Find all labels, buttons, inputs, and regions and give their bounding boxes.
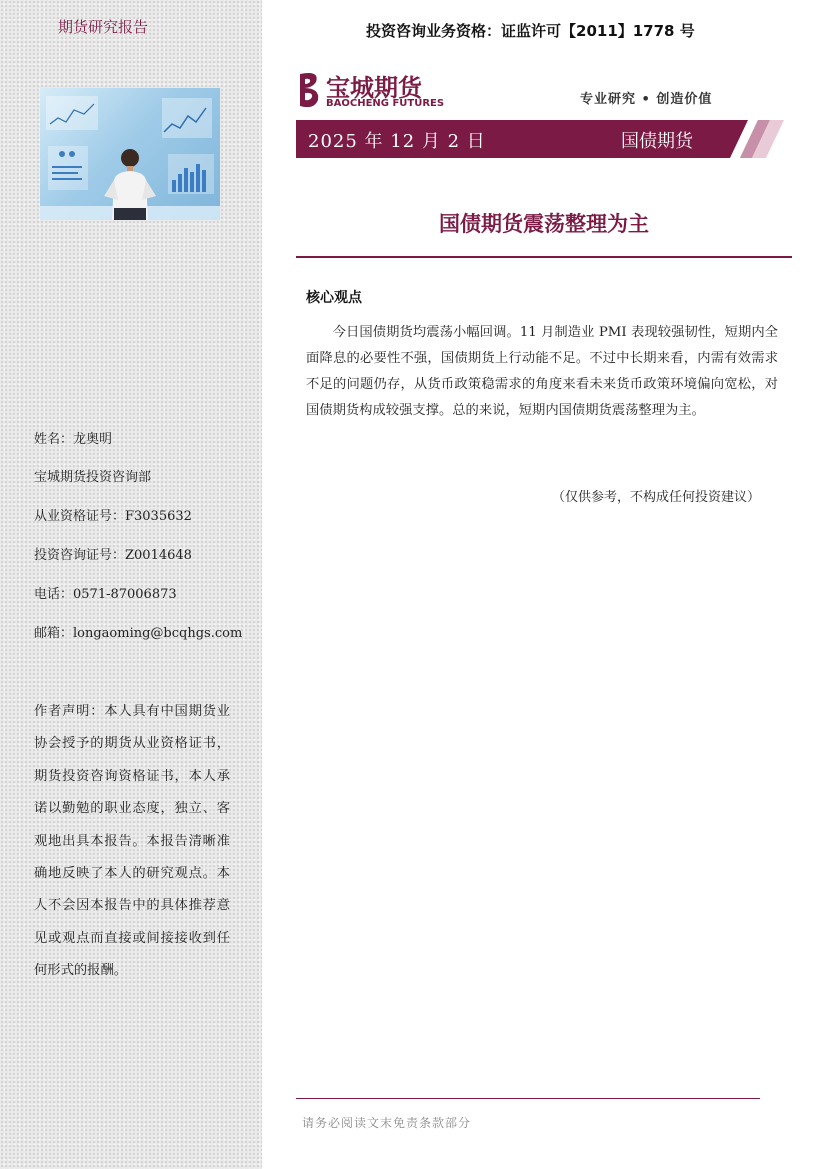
title-divider [296,256,792,258]
author-department: 宝城期货投资咨询部 [34,470,152,485]
report-category: 国债期货 [621,131,693,152]
company-name-en: BAOCHENG FUTURES [326,98,445,109]
core-viewpoint-paragraph: 今日国债期货均震荡小幅回调。11 月制造业 PMI 表现较强韧性，短期内全面降息的必要性不强，国债期货上行动能不足。不过中长期来看，内需有效需求不足的问题仍存，从货币政策稳需求的角度来看未来货币政策环境偏向宽松，对国债期货构成较强支撑。总的来说，短期内国债期货震荡整理为主。 [306,325,778,418]
author-phone: 电话：0571-87006873 [34,587,177,602]
author-name: 姓名：龙奥明 [34,432,113,447]
footer-divider [296,1098,760,1099]
report-type-label: 期货研究报告 [58,18,149,36]
company-name-cn: 宝城期货 [326,73,422,102]
slogan: 专业研究 • 创造价值 [580,92,713,107]
company-logo-icon [296,70,324,110]
page-title: 国债期货震荡整理为主 [439,212,649,236]
report-date: 2025 年 12 月 2 日 [308,131,486,152]
qualification-note: 投资咨询业务资格：证监许可【2011】1778 号 [366,22,695,40]
author-statement: 作者声明：本人具有中国期货业协会授予的期货从业资格证书，期货投资咨询资格证书，本人承诺以勤勉的职业态度，独立、客观地出具本报告。本报告清晰准确地反映了本人的研究观点。本人不会因本报告中的具体推荐意见或观点而直接或间接接收到任何形式的报酬。 [34,704,230,979]
author-license: 从业资格证号：F3035632 [34,509,192,524]
sidebar [0,0,262,1169]
investment-disclaimer: （仅供参考，不构成任何投资建议） [552,490,761,505]
author-consult-license: 投资咨询证号：Z0014648 [34,548,192,563]
businessman-data-illustration [40,88,220,220]
author-email: 邮箱：longaoming@bcqhgs.com [34,626,243,641]
date-banner [296,120,784,158]
hero-image [40,88,220,220]
section-title: 核心观点 [306,290,362,306]
footer-note: 请务必阅读文末免责条款部分 [302,1116,472,1130]
